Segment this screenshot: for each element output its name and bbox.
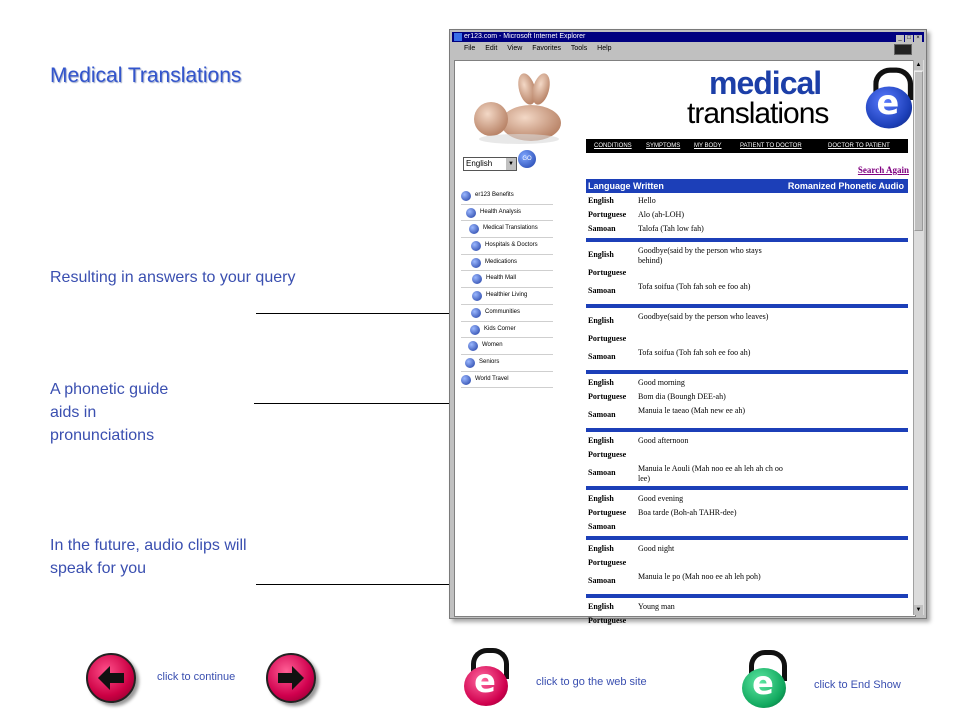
- row-language: English: [588, 378, 614, 387]
- slide-title: Medical Translations: [50, 64, 242, 87]
- nav-item-communities[interactable]: [461, 305, 553, 322]
- windows-flag-icon: [894, 44, 912, 55]
- table-row: [586, 614, 908, 628]
- row-language: English: [588, 544, 614, 553]
- table-row: [586, 390, 908, 404]
- row-language: Portuguese: [588, 616, 627, 625]
- row-language: Samoan: [588, 576, 616, 585]
- table-row: [586, 520, 908, 534]
- table-row: [586, 376, 908, 390]
- nav-item-label: World Travel: [475, 375, 509, 382]
- row-phrase: Manuia le Aouli (Mah noo ee ah leh ah ch oo lee): [638, 464, 783, 483]
- browser-menubar: [452, 43, 924, 54]
- row-phrase: Young man: [638, 602, 675, 611]
- nav-item-health-analysis[interactable]: [461, 205, 553, 222]
- nav-ball-icon: [466, 208, 476, 218]
- nav-item-medications[interactable]: [461, 255, 553, 272]
- lock-letter: e: [752, 664, 774, 702]
- language-select[interactable]: [463, 157, 517, 171]
- nav-ball-icon: [471, 241, 481, 251]
- row-language: Samoan: [588, 224, 616, 233]
- menu-favorites[interactable]: Favorites: [532, 45, 562, 52]
- table-row: [586, 506, 908, 520]
- nav-item-label: Medications: [485, 258, 518, 265]
- row-phrase: Goodbye(said by the person who stays behind): [638, 246, 762, 265]
- top-nav-conditions[interactable]: CONDITIONS: [594, 143, 632, 149]
- nav-item-label: Seniors: [479, 358, 500, 365]
- table-row: [586, 266, 908, 280]
- website-label: click to go the web site: [536, 676, 647, 688]
- website-lock-button[interactable]: [462, 648, 512, 706]
- close-button[interactable]: ×: [914, 35, 922, 42]
- arrow-right-icon: [268, 655, 314, 701]
- nav-item-benefits[interactable]: [461, 188, 553, 205]
- nav-ball-icon: [469, 224, 479, 234]
- row-language: Samoan: [588, 410, 616, 419]
- header-romanized-phonetic: Romanized Phonetic Audio: [787, 181, 904, 191]
- logo-letter: e: [876, 82, 900, 123]
- nav-item-label: Kids Corner: [484, 325, 516, 332]
- window-title: er123.com - Microsoft Internet Explorer: [464, 33, 586, 40]
- go-button[interactable]: GO: [518, 150, 536, 168]
- row-language: Portuguese: [588, 392, 627, 401]
- row-language: Samoan: [588, 286, 616, 295]
- table-row: [586, 280, 908, 302]
- nav-ball-icon: [472, 291, 482, 301]
- table-row: [586, 570, 908, 592]
- row-language: Portuguese: [588, 558, 627, 567]
- menu-file[interactable]: File: [464, 45, 476, 52]
- row-phrase: Goodbye(said by the person who leaves): [638, 312, 769, 321]
- nav-item-world-travel[interactable]: [461, 372, 553, 389]
- end-show-lock-button[interactable]: [740, 650, 790, 708]
- nav-item-hospitals-doctors[interactable]: [461, 238, 553, 255]
- table-separator: [586, 486, 908, 490]
- row-language: Samoan: [588, 468, 616, 477]
- table-separator: [586, 428, 908, 432]
- nav-ball-icon: [461, 191, 471, 201]
- nav-item-label: Hospitals & Doctors: [485, 242, 538, 249]
- nav-item-label: Women: [482, 342, 503, 349]
- row-language: English: [588, 436, 614, 445]
- top-nav-my-body[interactable]: MY BODY: [694, 143, 722, 149]
- nav-item-label: er123 Benefits: [475, 192, 514, 198]
- row-language: Samoan: [588, 522, 616, 531]
- table-row: [586, 310, 908, 332]
- table-row: [586, 448, 908, 462]
- logo-word-medical: medical: [709, 65, 822, 101]
- row-phrase: Manuia le taeao (Mah new ee ah): [638, 406, 746, 415]
- note-audio-clips: In the future, audio clips will speak for you: [50, 537, 247, 577]
- nav-ball-icon: [468, 341, 478, 351]
- row-language: English: [588, 602, 614, 611]
- row-phrase: Talofa (Tah low fah): [638, 224, 704, 233]
- translation-table: [586, 194, 908, 628]
- nav-item-women[interactable]: [461, 338, 553, 355]
- top-nav: [586, 139, 908, 153]
- row-phrase: Good night: [638, 544, 675, 553]
- table-row: [586, 222, 908, 236]
- side-nav: [461, 188, 553, 388]
- row-phrase: Tofa soifua (Toh fah soh ee foo ah): [638, 282, 751, 291]
- nav-ball-icon: [461, 375, 471, 385]
- table-row: [586, 404, 908, 426]
- row-language: English: [588, 250, 614, 259]
- row-phrase: Good morning: [638, 378, 685, 387]
- row-language: Portuguese: [588, 450, 627, 459]
- browser-window: [449, 29, 927, 625]
- table-separator: [586, 370, 908, 374]
- end-show-label: click to End Show: [814, 679, 901, 691]
- table-row: [586, 346, 908, 368]
- note-phonetic-guide: A phonetic guide aids in pronunciations: [50, 381, 169, 444]
- header-language-written: Language Written: [588, 181, 664, 191]
- menu-view[interactable]: View: [507, 45, 523, 52]
- table-row: [586, 462, 908, 484]
- continue-label: click to continue: [157, 671, 236, 683]
- browser-titlebar: [452, 32, 924, 42]
- nav-ball-icon: [465, 358, 475, 368]
- logo-lock-icon: [864, 68, 917, 129]
- menu-help[interactable]: Help: [597, 45, 612, 52]
- row-language: Portuguese: [588, 210, 627, 219]
- nav-ball-icon: [470, 325, 480, 335]
- lock-letter: e: [474, 662, 496, 700]
- menu-tools[interactable]: Tools: [570, 45, 588, 52]
- row-phrase: Manuia le po (Mah noo ee ah leh poh): [638, 572, 761, 581]
- nav-item-healthier-living[interactable]: [461, 288, 553, 305]
- row-phrase: Good evening: [638, 494, 684, 503]
- row-language: English: [588, 316, 614, 325]
- arrow-left-icon: [88, 655, 134, 701]
- row-language: English: [588, 196, 614, 205]
- top-nav-patient-to-doctor[interactable]: PATIENT TO DOCTOR: [740, 143, 802, 149]
- table-separator: [586, 238, 908, 242]
- row-phrase: Alo (ah-LOH): [638, 210, 684, 219]
- row-language: English: [588, 494, 614, 503]
- search-again-link[interactable]: Search Again: [857, 165, 909, 175]
- nav-item-label: Health Analysis: [480, 208, 522, 215]
- logo-word-translations: translations: [687, 97, 829, 130]
- nav-item-label: Communities: [485, 308, 521, 315]
- row-phrase: Boa tarde (Boh-ah TAHR-dee): [638, 508, 737, 517]
- top-nav-symptoms[interactable]: SYMPTOMS: [646, 143, 681, 149]
- scrollbar[interactable]: [913, 60, 924, 615]
- nav-item-seniors[interactable]: [461, 355, 553, 372]
- site-logo: [685, 65, 915, 135]
- row-phrase: Tofa soifua (Toh fah soh ee foo ah): [638, 348, 751, 357]
- scroll-thumb[interactable]: [914, 71, 923, 231]
- note-query-results: Resulting in answers to your query: [50, 269, 296, 286]
- row-phrase: Hello: [638, 196, 656, 205]
- nav-ball-icon: [472, 274, 482, 284]
- nav-ball-icon: [471, 258, 481, 268]
- back-button[interactable]: [86, 653, 136, 703]
- row-language: Samoan: [588, 352, 616, 361]
- row-language: Portuguese: [588, 508, 627, 517]
- minimize-button[interactable]: _: [896, 35, 904, 42]
- row-phrase: Bom dia (Boungh DEE-ah): [638, 392, 726, 401]
- browser-content: [454, 60, 916, 625]
- nav-item-label: Health Mall: [486, 275, 517, 282]
- table-row: [586, 542, 908, 556]
- table-row: [586, 556, 908, 570]
- language-select-value: English: [466, 159, 493, 168]
- nav-ball-icon: [471, 308, 481, 318]
- window-controls: [895, 33, 922, 43]
- chevron-down-icon[interactable]: ▼: [506, 158, 516, 170]
- menu-edit[interactable]: Edit: [485, 45, 498, 52]
- row-language: Portuguese: [588, 334, 627, 343]
- scroll-down-icon[interactable]: ▼: [915, 607, 922, 613]
- table-separator: [586, 536, 908, 540]
- nav-item-medical-translations[interactable]: [461, 221, 553, 238]
- ie-icon: [454, 33, 462, 41]
- table-separator: [586, 304, 908, 308]
- table-row: [586, 194, 908, 208]
- continue-button[interactable]: [266, 653, 316, 703]
- table-row: [586, 244, 908, 266]
- table-row: [586, 600, 908, 614]
- table-row: [586, 492, 908, 506]
- row-phrase: Good afternoon: [638, 436, 689, 445]
- baby-image: [469, 67, 569, 147]
- nav-item-label: Medical Translations: [483, 225, 538, 232]
- table-row: [586, 332, 908, 346]
- row-language: Portuguese: [588, 268, 627, 277]
- nav-item-label: Healthier Living: [486, 292, 528, 299]
- table-row: [586, 434, 908, 448]
- translation-table-header: [586, 179, 908, 193]
- scroll-up-icon[interactable]: ▲: [915, 62, 922, 68]
- table-row: [586, 208, 908, 222]
- maximize-button[interactable]: □: [905, 35, 913, 42]
- nav-item-kids-corner[interactable]: [461, 322, 553, 339]
- table-separator: [586, 594, 908, 598]
- top-nav-doctor-to-patient[interactable]: DOCTOR TO PATIENT: [828, 143, 890, 149]
- nav-item-health-mall[interactable]: [461, 271, 553, 288]
